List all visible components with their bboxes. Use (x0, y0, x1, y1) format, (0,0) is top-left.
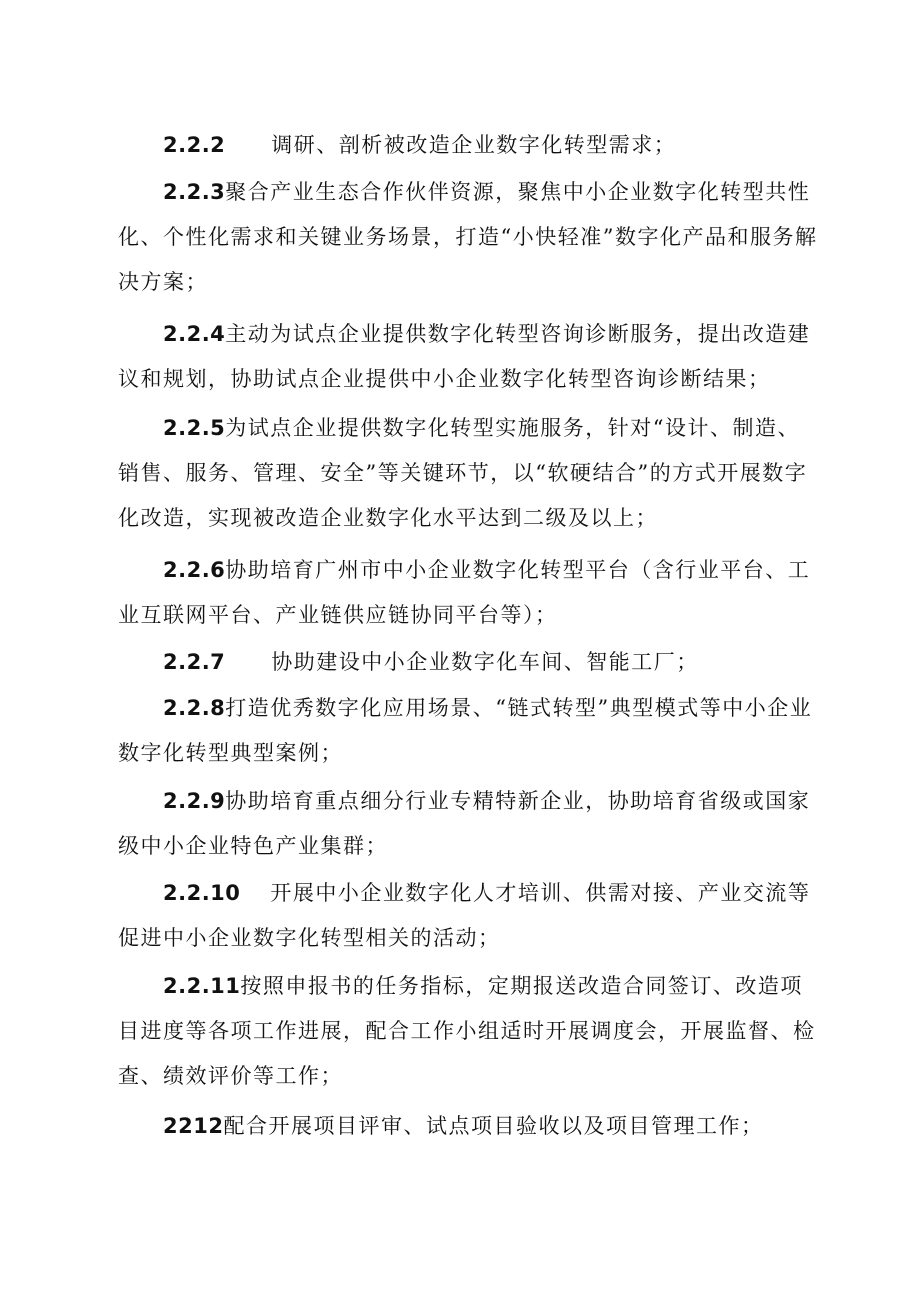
clause-number: 2.2.6 (163, 558, 226, 582)
clause-number: 2.2.2 (163, 133, 226, 157)
clause-2-2-9 (118, 779, 818, 869)
clause-text: 协助培育重点细分行业专精特新企业，协助培育省级或国家级中小企业特色产业集群； (118, 789, 811, 858)
clause-text: 协助培育广州市中小企业数字化转型平台（含行业平台、工业互联网平台、产业链供应链协同平台等）； (118, 558, 811, 627)
clause-number: 2.2.4 (163, 322, 226, 346)
clause-number: 2.2.3 (163, 180, 226, 204)
clause-2-2-2 (118, 123, 818, 168)
clause-text: 配合开展项目评审、试点项目验收以及项目管理工作； (223, 1114, 764, 1138)
clause-number: 2.2.10 (163, 881, 241, 905)
clause-text: 开展中小企业数字化人才培训、供需对接、产业交流等促进中小企业数字化转型相关的活动； (118, 881, 811, 950)
clause-text: 协助建设中小企业数字化车间、智能工厂； (271, 650, 699, 674)
clause-2-2-6 (118, 548, 818, 638)
clause-number: 2.2.7 (163, 650, 226, 674)
clause-text: 按照申报书的任务指标，定期报送改造合同签订、改造项目进度等各项工作进展，配合工作小组适时开展调度会，开展监督、检查、绩效评价等工作； (118, 974, 816, 1088)
clause-number: 2.2.8 (163, 696, 226, 720)
clause-text: 聚合产业生态合作伙伴资源，聚焦中小企业数字化转型共性化、个性化需求和关键业务场景，打造“小快轻准”数字化产品和服务解决方案； (118, 180, 818, 294)
clause-number: 2.2.5 (163, 416, 226, 440)
clause-2-2-5 (118, 406, 818, 541)
clause-2-2-8 (118, 686, 818, 776)
clause-2-2-3 (118, 170, 818, 305)
clause-text: 为试点企业提供数字化转型实施服务，针对“设计、制造、销售、服务、管理、安全”等关键环节，以“软硬结合”的方式开展数字化改造，实现被改造企业数字化水平达到二级及以上； (118, 416, 808, 530)
clause-2212 (118, 1104, 818, 1149)
clause-2-2-11 (118, 964, 818, 1099)
clause-number: 2.2.9 (163, 789, 226, 813)
clause-number: 2212 (163, 1114, 224, 1138)
clause-number: 2.2.11 (163, 974, 241, 998)
clause-2-2-4 (118, 312, 818, 402)
clause-2-2-10 (118, 871, 818, 961)
clause-text: 调研、剖析被改造企业数字化转型需求； (271, 133, 677, 157)
clause-2-2-7 (118, 640, 818, 685)
clause-text: 主动为试点企业提供数字化转型咨询诊断服务，提出改造建议和规划，协助试点企业提供中小企业数字化转型咨询诊断结果； (118, 322, 811, 391)
clause-text: 打造优秀数字化应用场景、“链式转型”典型模式等中小企业数字化转型典型案例； (118, 696, 813, 765)
